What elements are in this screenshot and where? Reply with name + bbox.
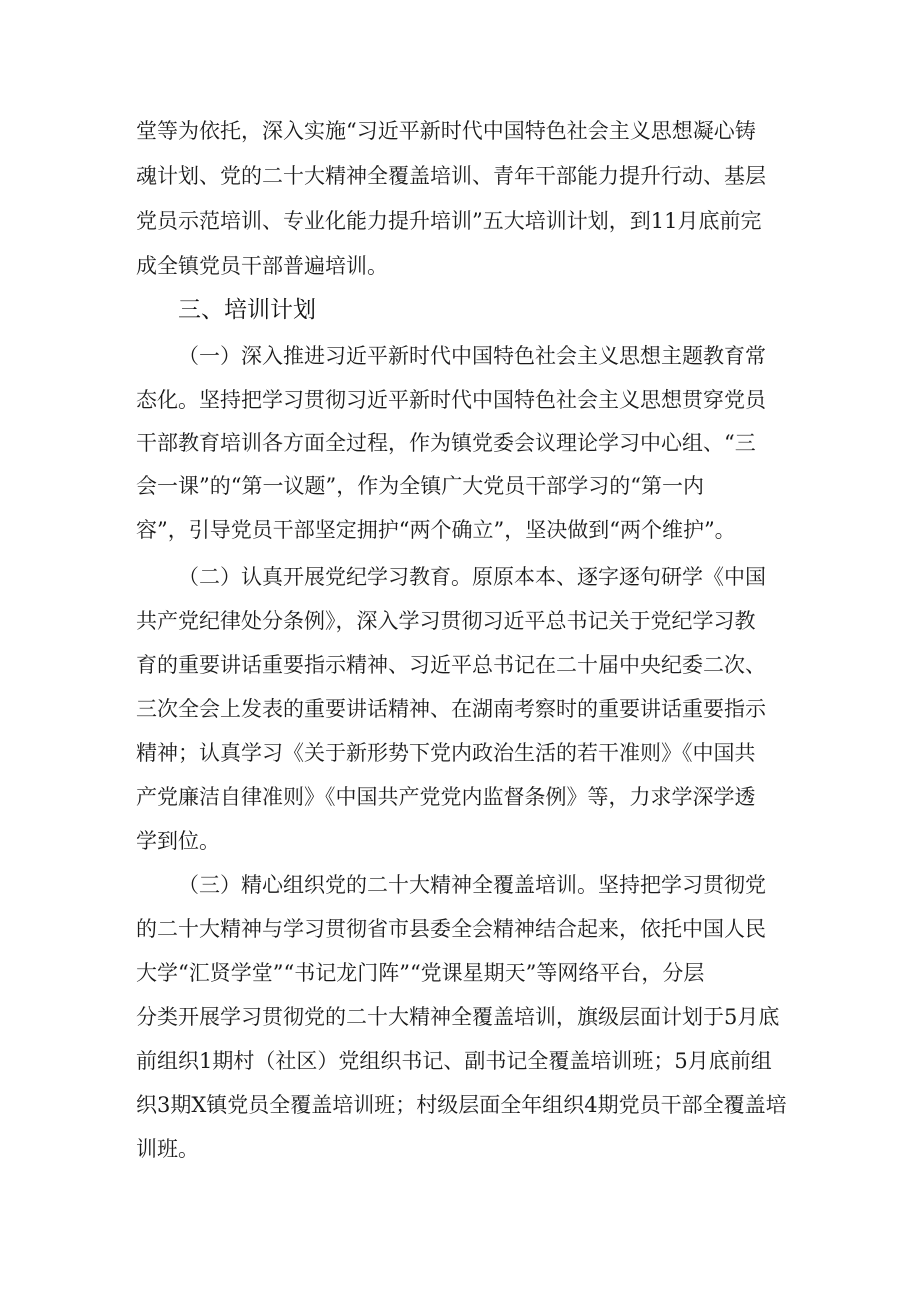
paragraph-line: 共产党纪律处分条例》，深入学习贯彻习近平总书记关于党纪学习教 xyxy=(136,609,756,633)
paragraph-line: 分类开展学习贯彻党的二十大精神全覆盖培训，旗级层面计划于5月底 xyxy=(136,1005,780,1029)
paragraph-line: 前组织1期村（社区）党组织书记、副书记全覆盖培训班；5月底前组 xyxy=(136,1049,772,1073)
paragraph-line: 态化。坚持把学习贯彻习近平新时代中国特色社会主义思想贯穿党员 xyxy=(136,388,766,412)
paragraph-line: 学到位。 xyxy=(136,829,220,853)
paragraph-line: 的二十大精神与学习贯彻省市县委全会精神结合起来，依托中国人民 xyxy=(136,917,766,941)
paragraph-line: 党员示范培训、专业化能力提升培训”五大培训计划，到11月底前完 xyxy=(136,209,762,233)
paragraph-line: 大学“汇贤学堂”“书记龙门阵”“党课星期天”等网络平台，分层 xyxy=(136,961,705,985)
paragraph-line: 堂等为依托，深入实施“习近平新时代中国特色社会主义思想凝心铸 xyxy=(136,119,756,143)
paragraph-line: 会一课”的“第一议题”，作为全镇广大党员干部学习的“第一内 xyxy=(136,474,704,498)
paragraph-line: 魂计划、党的二十大精神全覆盖培训、青年干部能力提升行动、基层 xyxy=(136,164,766,188)
paragraph-line: 容”，引导党员干部坚定拥护“两个确立”，坚决做到“两个维护”。 xyxy=(136,518,736,542)
paragraph-line: 织3期X镇党员全覆盖培训班；村级层面全年组织4期党员干部全覆盖培 xyxy=(136,1093,787,1117)
paragraph-line: 产党廉洁自律准则》《中国共产党党内监督条例》等，力求学深学透 xyxy=(136,785,756,809)
section-heading: 三、培训计划 xyxy=(178,297,316,323)
paragraph-line: 三次全会上发表的重要讲话精神、在湖南考察时的重要讲话重要指示 xyxy=(136,697,766,721)
paragraph-line: （三）精心组织党的二十大精神全覆盖培训。坚持把学习贯彻党 xyxy=(178,873,766,897)
paragraph-line: 干部教育培训各方面全过程，作为镇党委会议理论学习中心组、“三 xyxy=(136,431,756,455)
paragraph-line: （一）深入推进习近平新时代中国特色社会主义思想主题教育常 xyxy=(178,344,766,368)
paragraph-line: （二）认真开展党纪学习教育。原原本本、逐字逐句研学《中国 xyxy=(178,565,766,589)
paragraph-line: 精神；认真学习《关于新形势下党内政治生活的若干准则》《中国共 xyxy=(136,741,756,765)
paragraph-line: 训班。 xyxy=(136,1137,199,1161)
paragraph-line: 成全镇党员干部普遍培训。 xyxy=(136,254,388,278)
paragraph-line: 育的重要讲话重要指示精神、习近平总书记在二十届中央纪委二次、 xyxy=(136,653,766,677)
